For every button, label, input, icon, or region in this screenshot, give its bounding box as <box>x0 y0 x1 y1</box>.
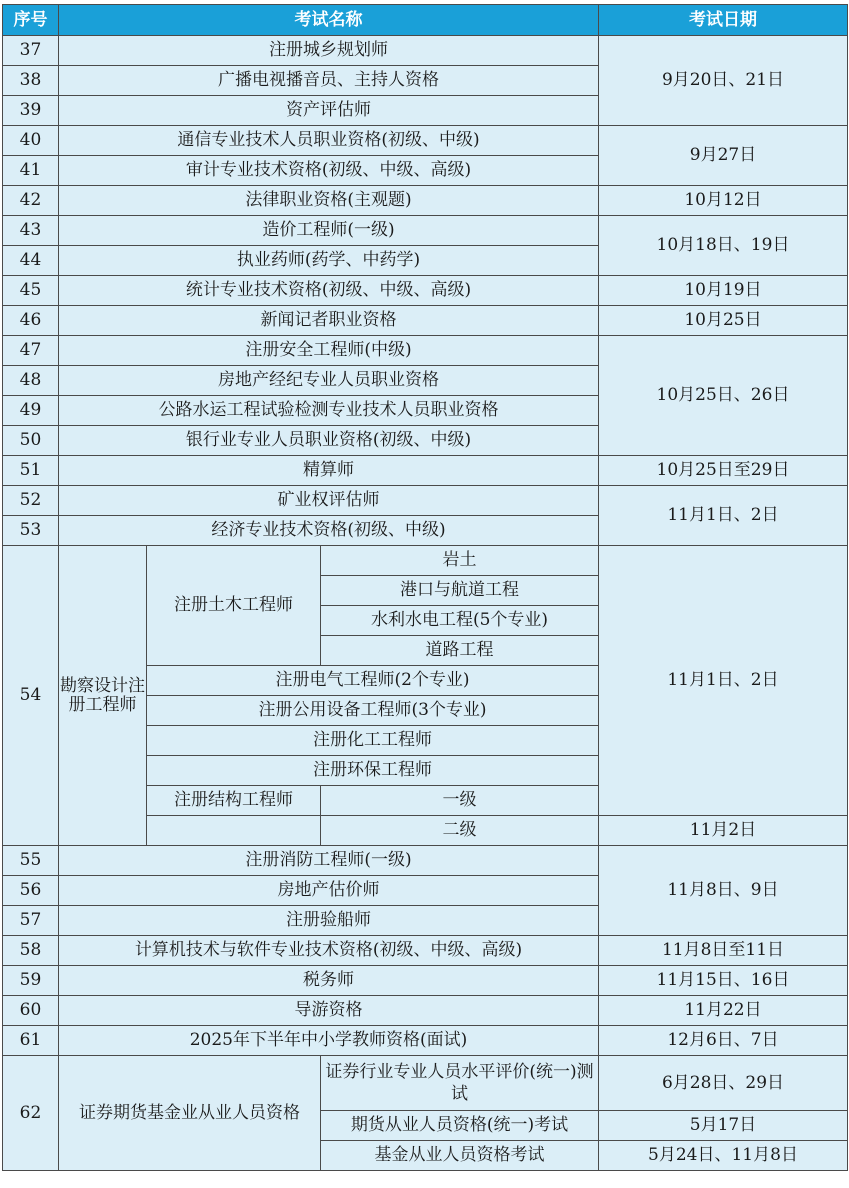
row-no: 55 <box>3 846 59 876</box>
exam-name: 矿业权评估师 <box>59 486 599 516</box>
exam-date: 11月2日 <box>599 816 848 846</box>
row-no: 48 <box>3 366 59 396</box>
row-no: 56 <box>3 876 59 906</box>
exam-date: 10月25日至29日 <box>599 456 848 486</box>
row-no: 60 <box>3 996 59 1026</box>
row-no: 37 <box>3 36 59 66</box>
header-date: 考试日期 <box>599 5 848 36</box>
empty-cell <box>147 816 321 846</box>
exam-subgroup-name: 注册土木工程师 <box>147 546 321 666</box>
row-no: 43 <box>3 216 59 246</box>
exam-name: 导游资格 <box>59 996 599 1026</box>
table-row <box>3 546 848 576</box>
exam-date: 5月24日、11月8日 <box>599 1141 848 1171</box>
row-no: 40 <box>3 126 59 156</box>
exam-date: 11月1日、2日 <box>599 486 848 546</box>
row-no: 53 <box>3 516 59 546</box>
exam-name: 公路水运工程试验检测专业技术人员职业资格 <box>59 396 599 426</box>
row-no: 61 <box>3 1026 59 1056</box>
exam-date: 11月1日、2日 <box>599 546 848 816</box>
row-no: 47 <box>3 336 59 366</box>
exam-subgroup-name: 注册公用设备工程师(3个专业) <box>147 696 599 726</box>
exam-date: 11月8日至11日 <box>599 936 848 966</box>
row-no: 38 <box>3 66 59 96</box>
exam-name: 税务师 <box>59 966 599 996</box>
row-no: 45 <box>3 276 59 306</box>
exam-specialty: 道路工程 <box>321 636 599 666</box>
exam-date: 11月15日、16日 <box>599 966 848 996</box>
row-no: 39 <box>3 96 59 126</box>
exam-name: 资产评估师 <box>59 96 599 126</box>
table-row <box>3 186 848 216</box>
exam-subgroup-name: 注册环保工程师 <box>147 756 599 786</box>
row-no: 57 <box>3 906 59 936</box>
exam-specialty: 证券行业专业人员水平评价(统一)测试 <box>321 1056 599 1111</box>
exam-specialty: 港口与航道工程 <box>321 576 599 606</box>
exam-name: 银行业专业人员职业资格(初级、中级) <box>59 426 599 456</box>
exam-date: 12月6日、7日 <box>599 1026 848 1056</box>
exam-date: 10月12日 <box>599 186 848 216</box>
exam-schedule-table <box>2 4 848 1171</box>
row-no: 58 <box>3 936 59 966</box>
exam-group-name: 勘察设计注册工程师 <box>59 546 147 846</box>
exam-date: 9月27日 <box>599 126 848 186</box>
table-row <box>3 126 848 156</box>
exam-date: 10月25日 <box>599 306 848 336</box>
row-no: 44 <box>3 246 59 276</box>
exam-name: 统计专业技术资格(初级、中级、高级) <box>59 276 599 306</box>
row-no: 42 <box>3 186 59 216</box>
table-row <box>3 486 848 516</box>
row-no: 49 <box>3 396 59 426</box>
exam-name: 审计专业技术资格(初级、中级、高级) <box>59 156 599 186</box>
exam-name: 通信专业技术人员职业资格(初级、中级) <box>59 126 599 156</box>
exam-date: 9月20日、21日 <box>599 36 848 126</box>
exam-date: 11月8日、9日 <box>599 846 848 936</box>
exam-name: 精算师 <box>59 456 599 486</box>
exam-specialty: 岩土 <box>321 546 599 576</box>
exam-name: 造价工程师(一级) <box>59 216 599 246</box>
table-row <box>3 336 848 366</box>
table-row <box>3 276 848 306</box>
header-row <box>3 5 848 36</box>
exam-name: 新闻记者职业资格 <box>59 306 599 336</box>
row-no: 41 <box>3 156 59 186</box>
table-row <box>3 936 848 966</box>
table-row <box>3 456 848 486</box>
exam-name: 法律职业资格(主观题) <box>59 186 599 216</box>
exam-date: 5月17日 <box>599 1111 848 1141</box>
table-row <box>3 1056 848 1111</box>
exam-name: 房地产经纪专业人员职业资格 <box>59 366 599 396</box>
exam-specialty: 水利水电工程(5个专业) <box>321 606 599 636</box>
exam-date: 11月22日 <box>599 996 848 1026</box>
row-no: 50 <box>3 426 59 456</box>
table-row <box>3 996 848 1026</box>
exam-name: 执业药师(药学、中药学) <box>59 246 599 276</box>
exam-group-name: 证券期货基金业从业人员资格 <box>59 1056 321 1171</box>
exam-subgroup-name: 注册电气工程师(2个专业) <box>147 666 599 696</box>
table-row <box>3 306 848 336</box>
table-row <box>3 216 848 246</box>
exam-name: 房地产估价师 <box>59 876 599 906</box>
exam-specialty: 基金从业人员资格考试 <box>321 1141 599 1171</box>
table-row <box>3 966 848 996</box>
row-no: 54 <box>3 546 59 846</box>
exam-name: 广播电视播音员、主持人资格 <box>59 66 599 96</box>
exam-subgroup-name: 注册结构工程师 <box>147 786 321 816</box>
table-row <box>3 36 848 66</box>
exam-date: 10月18日、19日 <box>599 216 848 276</box>
exam-date: 10月19日 <box>599 276 848 306</box>
exam-name: 经济专业技术资格(初级、中级) <box>59 516 599 546</box>
exam-name: 2025年下半年中小学教师资格(面试) <box>59 1026 599 1056</box>
exam-specialty: 期货从业人员资格(统一)考试 <box>321 1111 599 1141</box>
table-row <box>3 846 848 876</box>
exam-subgroup-name: 注册化工工程师 <box>147 726 599 756</box>
exam-date: 6月28日、29日 <box>599 1056 848 1111</box>
row-no: 59 <box>3 966 59 996</box>
row-no: 51 <box>3 456 59 486</box>
table-row <box>3 1026 848 1056</box>
exam-name: 计算机技术与软件专业技术资格(初级、中级、高级) <box>59 936 599 966</box>
header-name: 考试名称 <box>59 5 599 36</box>
exam-specialty: 二级 <box>321 816 599 846</box>
exam-date: 10月25日、26日 <box>599 336 848 456</box>
exam-name: 注册消防工程师(一级) <box>59 846 599 876</box>
header-no: 序号 <box>3 5 59 36</box>
row-no: 62 <box>3 1056 59 1171</box>
row-no: 46 <box>3 306 59 336</box>
exam-name: 注册城乡规划师 <box>59 36 599 66</box>
row-no: 52 <box>3 486 59 516</box>
exam-name: 注册验船师 <box>59 906 599 936</box>
exam-name: 注册安全工程师(中级) <box>59 336 599 366</box>
exam-specialty: 一级 <box>321 786 599 816</box>
